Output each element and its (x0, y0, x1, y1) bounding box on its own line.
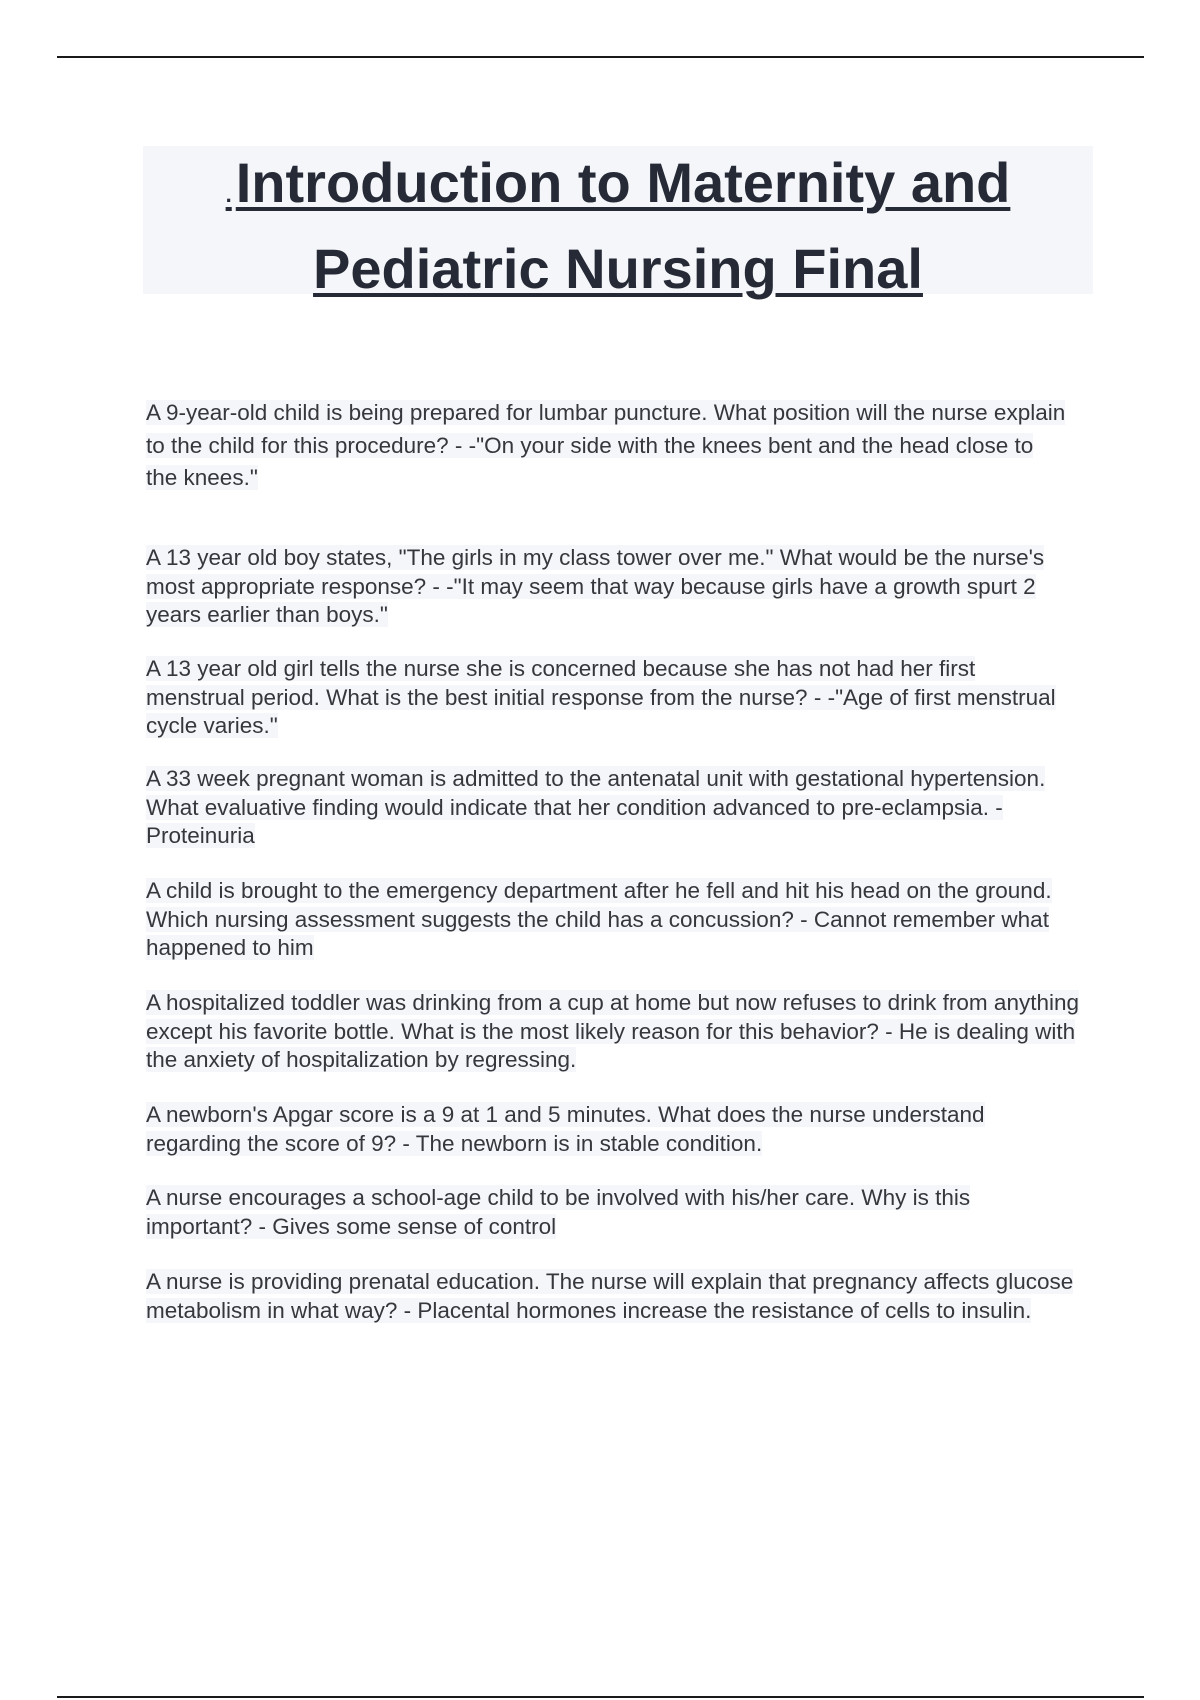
qa-item-text: A 13 year old boy states, "The girls in my class tower over me." What would be the nurse's most appropriate response? - -"It may seem that way because girls have a growth spurt 2 years earlier than boys." (146, 545, 1045, 627)
qa-item-text: A nurse is providing prenatal education. The nurse will explain that pregnancy affects glucose metabolism in what way? - Placental hormones increase the resistance of cells to insulin. (146, 1269, 1074, 1323)
qa-item-2 (146, 544, 1051, 630)
qa-item-text: A child is brought to the emergency department after he fell and hit his head on the ground. Which nursing assessment suggests the child has a concussion? - Cannot remember what happened to him (146, 878, 1052, 960)
qa-item-1 (146, 397, 1066, 495)
qa-item-text: A 13 year old girl tells the nurse she is concerned because she has not had her first menstrual period. What is the best initial response from the nurse? - -"Age of first menstrual cycle varies." (146, 656, 1056, 738)
qa-item-4 (146, 765, 1096, 851)
qa-item-text: A hospitalized toddler was drinking from a cup at home but now refuses to drink from anything except his favorite bottle. What is the most likely reason for this behavior? - He is dealing with the anxiety of hospitalization by regressing. (146, 990, 1079, 1072)
qa-item-6 (146, 989, 1091, 1075)
title-text-1: Introduction to Maternity and (235, 151, 1011, 214)
qa-item-text: A nurse encourages a school-age child to be involved with his/her care. Why is this important? - Gives some sense of control (146, 1185, 971, 1239)
top-rule (57, 56, 1144, 58)
qa-item-text: A 33 week pregnant woman is admitted to the antenatal unit with gestational hypertension. What evaluative finding would indicate that her condition advanced to pre-eclampsia. - Proteinuria (146, 766, 1046, 848)
qa-item-3 (146, 655, 1071, 741)
title-text-2: Pediatric Nursing Final (313, 237, 923, 300)
page-title (143, 146, 1093, 306)
qa-item-7 (146, 1101, 1076, 1158)
title-prefix: . (225, 182, 232, 207)
title-line-1 (143, 146, 1093, 232)
qa-item-text: A 9-year-old child is being prepared for lumbar puncture. What position will the nurse explain to the child for this procedure? - -"On your side with the knees bent and the head close to the knees." (146, 400, 1066, 490)
title-line-2 (143, 232, 1093, 306)
qa-item-9 (146, 1268, 1091, 1325)
qa-item-8 (146, 1184, 1076, 1241)
qa-item-text: A newborn's Apgar score is a 9 at 1 and 5 minutes. What does the nurse understand regarding the score of 9? - The newborn is in stable condition. (146, 1102, 985, 1156)
bottom-rule (57, 1696, 1144, 1698)
title-banner (143, 146, 1093, 300)
qa-item-5 (146, 877, 1056, 963)
